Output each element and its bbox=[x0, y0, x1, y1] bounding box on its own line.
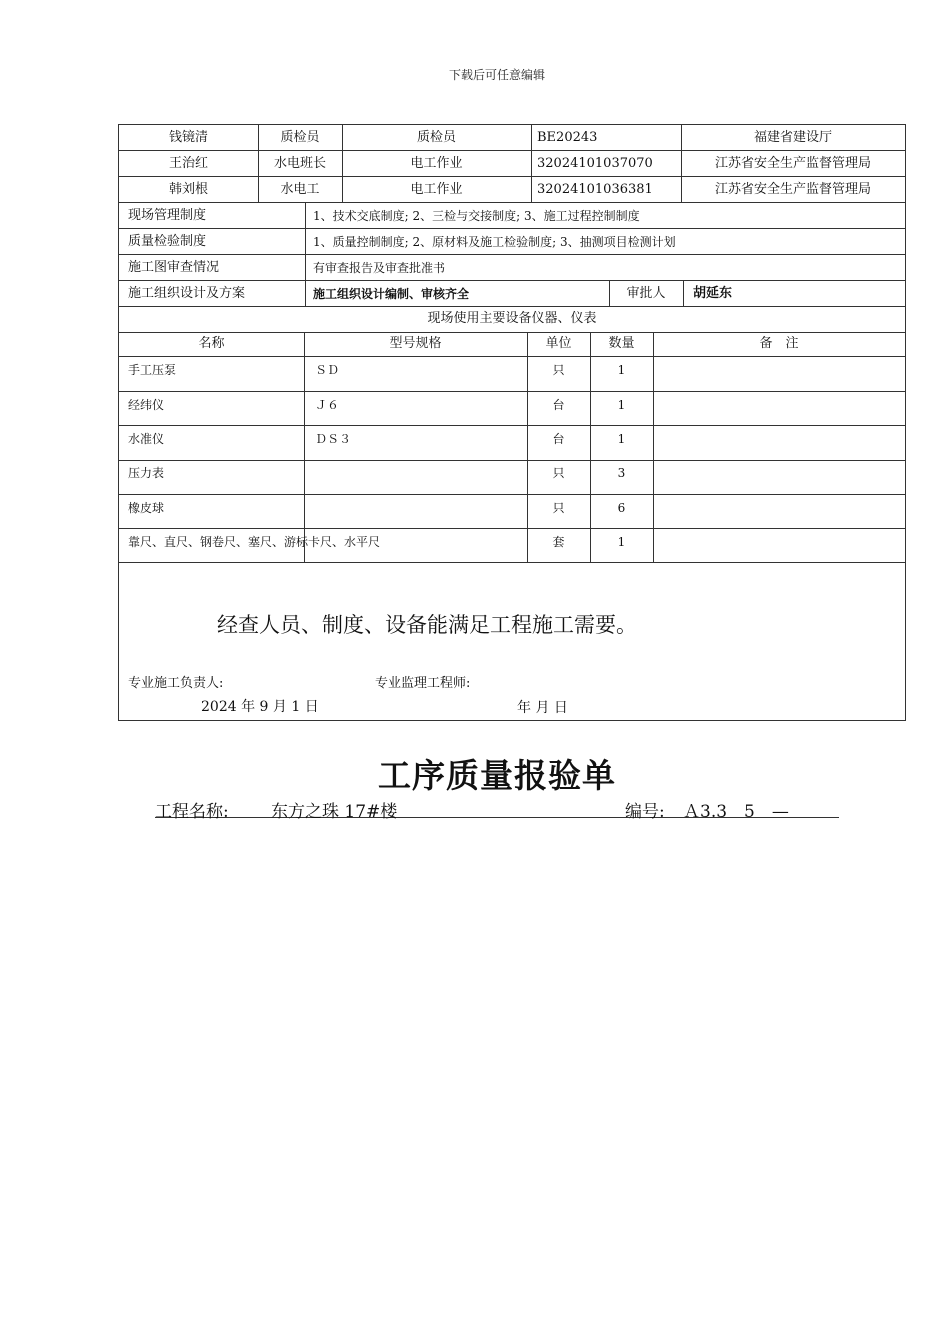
equipment-name: 橡皮球 bbox=[128, 501, 165, 515]
staff-cert-no: BE20243 bbox=[537, 130, 598, 145]
equipment-name: 压力表 bbox=[128, 466, 165, 480]
project-name-label: 工程名称: bbox=[155, 802, 229, 822]
staff-name: 王治红 bbox=[168, 156, 208, 171]
equipment-qty: 6 bbox=[617, 501, 626, 515]
org-design-value: 施工组织设计编制、审核齐全 bbox=[313, 287, 470, 301]
header-note: 下载后可任意编辑 bbox=[448, 68, 545, 82]
project-number-label: 编号: bbox=[625, 802, 665, 822]
col-header-qty: 数量 bbox=[608, 336, 635, 351]
col-header-name: 名称 bbox=[198, 336, 225, 351]
system-label: 质量检验制度 bbox=[128, 234, 207, 249]
contractor-signature-label: 专业施工负责人: bbox=[128, 676, 224, 691]
staff-issuer: 福建省建设厅 bbox=[753, 130, 832, 145]
inspection-table bbox=[118, 124, 906, 721]
equipment-name: 水准仪 bbox=[128, 432, 165, 446]
staff-cert-no: 32024101037070 bbox=[537, 156, 653, 171]
project-name: 东方之珠 17#楼 bbox=[271, 802, 398, 822]
equipment-title: 现场使用主要设备仪器、仪表 bbox=[427, 311, 597, 326]
equipment-model: ＳＤ bbox=[315, 363, 340, 377]
supervisor-date: 年 月 日 bbox=[517, 700, 568, 716]
approver-label: 审批人 bbox=[626, 286, 666, 301]
equipment-name: 靠尺、直尺、钢卷尺、塞尺、游标卡尺、水平尺 bbox=[128, 535, 381, 549]
staff-position: 质检员 bbox=[280, 130, 320, 145]
staff-cert-no: 32024101036381 bbox=[537, 182, 653, 197]
staff-position: 水电班长 bbox=[273, 156, 326, 171]
conclusion-text: 经查人员、制度、设备能满足工程施工需要。 bbox=[217, 613, 637, 637]
equipment-model: Ｊ６ bbox=[315, 398, 340, 412]
equipment-unit: 只 bbox=[552, 363, 565, 377]
equipment-unit: 台 bbox=[552, 432, 565, 446]
equipment-unit: 台 bbox=[552, 398, 565, 412]
staff-job: 电工作业 bbox=[410, 182, 463, 197]
equipment-name: 经纬仪 bbox=[128, 398, 165, 412]
equipment-qty: 1 bbox=[617, 363, 626, 377]
equipment-qty: 3 bbox=[617, 466, 626, 480]
system-value: 1、技术交底制度; 2、三检与交接制度; 3、施工过程控制制度 bbox=[313, 209, 640, 223]
staff-name: 韩刘根 bbox=[168, 182, 208, 197]
org-design-label: 施工组织设计及方案 bbox=[128, 286, 246, 301]
staff-issuer: 江苏省安全生产监督管理局 bbox=[714, 182, 871, 197]
staff-name: 钱镜清 bbox=[168, 130, 208, 145]
project-number: Ａ3.3 5 — bbox=[683, 802, 789, 822]
system-value: 有审查报告及审查批准书 bbox=[313, 261, 446, 275]
staff-issuer: 江苏省安全生产监督管理局 bbox=[714, 156, 871, 171]
system-value: 1、质量控制制度; 2、原材料及施工检验制度; 3、抽测项目检测计划 bbox=[313, 235, 676, 249]
equipment-qty: 1 bbox=[617, 432, 626, 446]
col-header-unit: 单位 bbox=[545, 336, 572, 351]
contractor-date: 2024 年 9 月 1 日 bbox=[201, 699, 319, 715]
approver-name: 胡延东 bbox=[693, 286, 733, 301]
staff-job: 电工作业 bbox=[410, 156, 463, 171]
equipment-unit: 套 bbox=[552, 535, 565, 549]
equipment-qty: 1 bbox=[617, 535, 626, 549]
project-line bbox=[155, 797, 839, 822]
form-title: 工序质量报验单 bbox=[378, 756, 616, 795]
staff-position: 水电工 bbox=[280, 182, 320, 197]
col-header-model: 型号规格 bbox=[389, 336, 442, 351]
system-label: 现场管理制度 bbox=[128, 208, 207, 223]
system-label: 施工图审查情况 bbox=[128, 260, 220, 275]
equipment-name: 手工压泵 bbox=[128, 363, 177, 377]
equipment-unit: 只 bbox=[552, 466, 565, 480]
equipment-model: ＤＳ３ bbox=[315, 432, 352, 446]
staff-job: 质检员 bbox=[416, 130, 456, 145]
col-header-remark: 备 注 bbox=[759, 336, 799, 351]
supervisor-signature-label: 专业监理工程师: bbox=[375, 676, 471, 691]
equipment-qty: 1 bbox=[617, 398, 626, 412]
equipment-unit: 只 bbox=[552, 501, 565, 515]
